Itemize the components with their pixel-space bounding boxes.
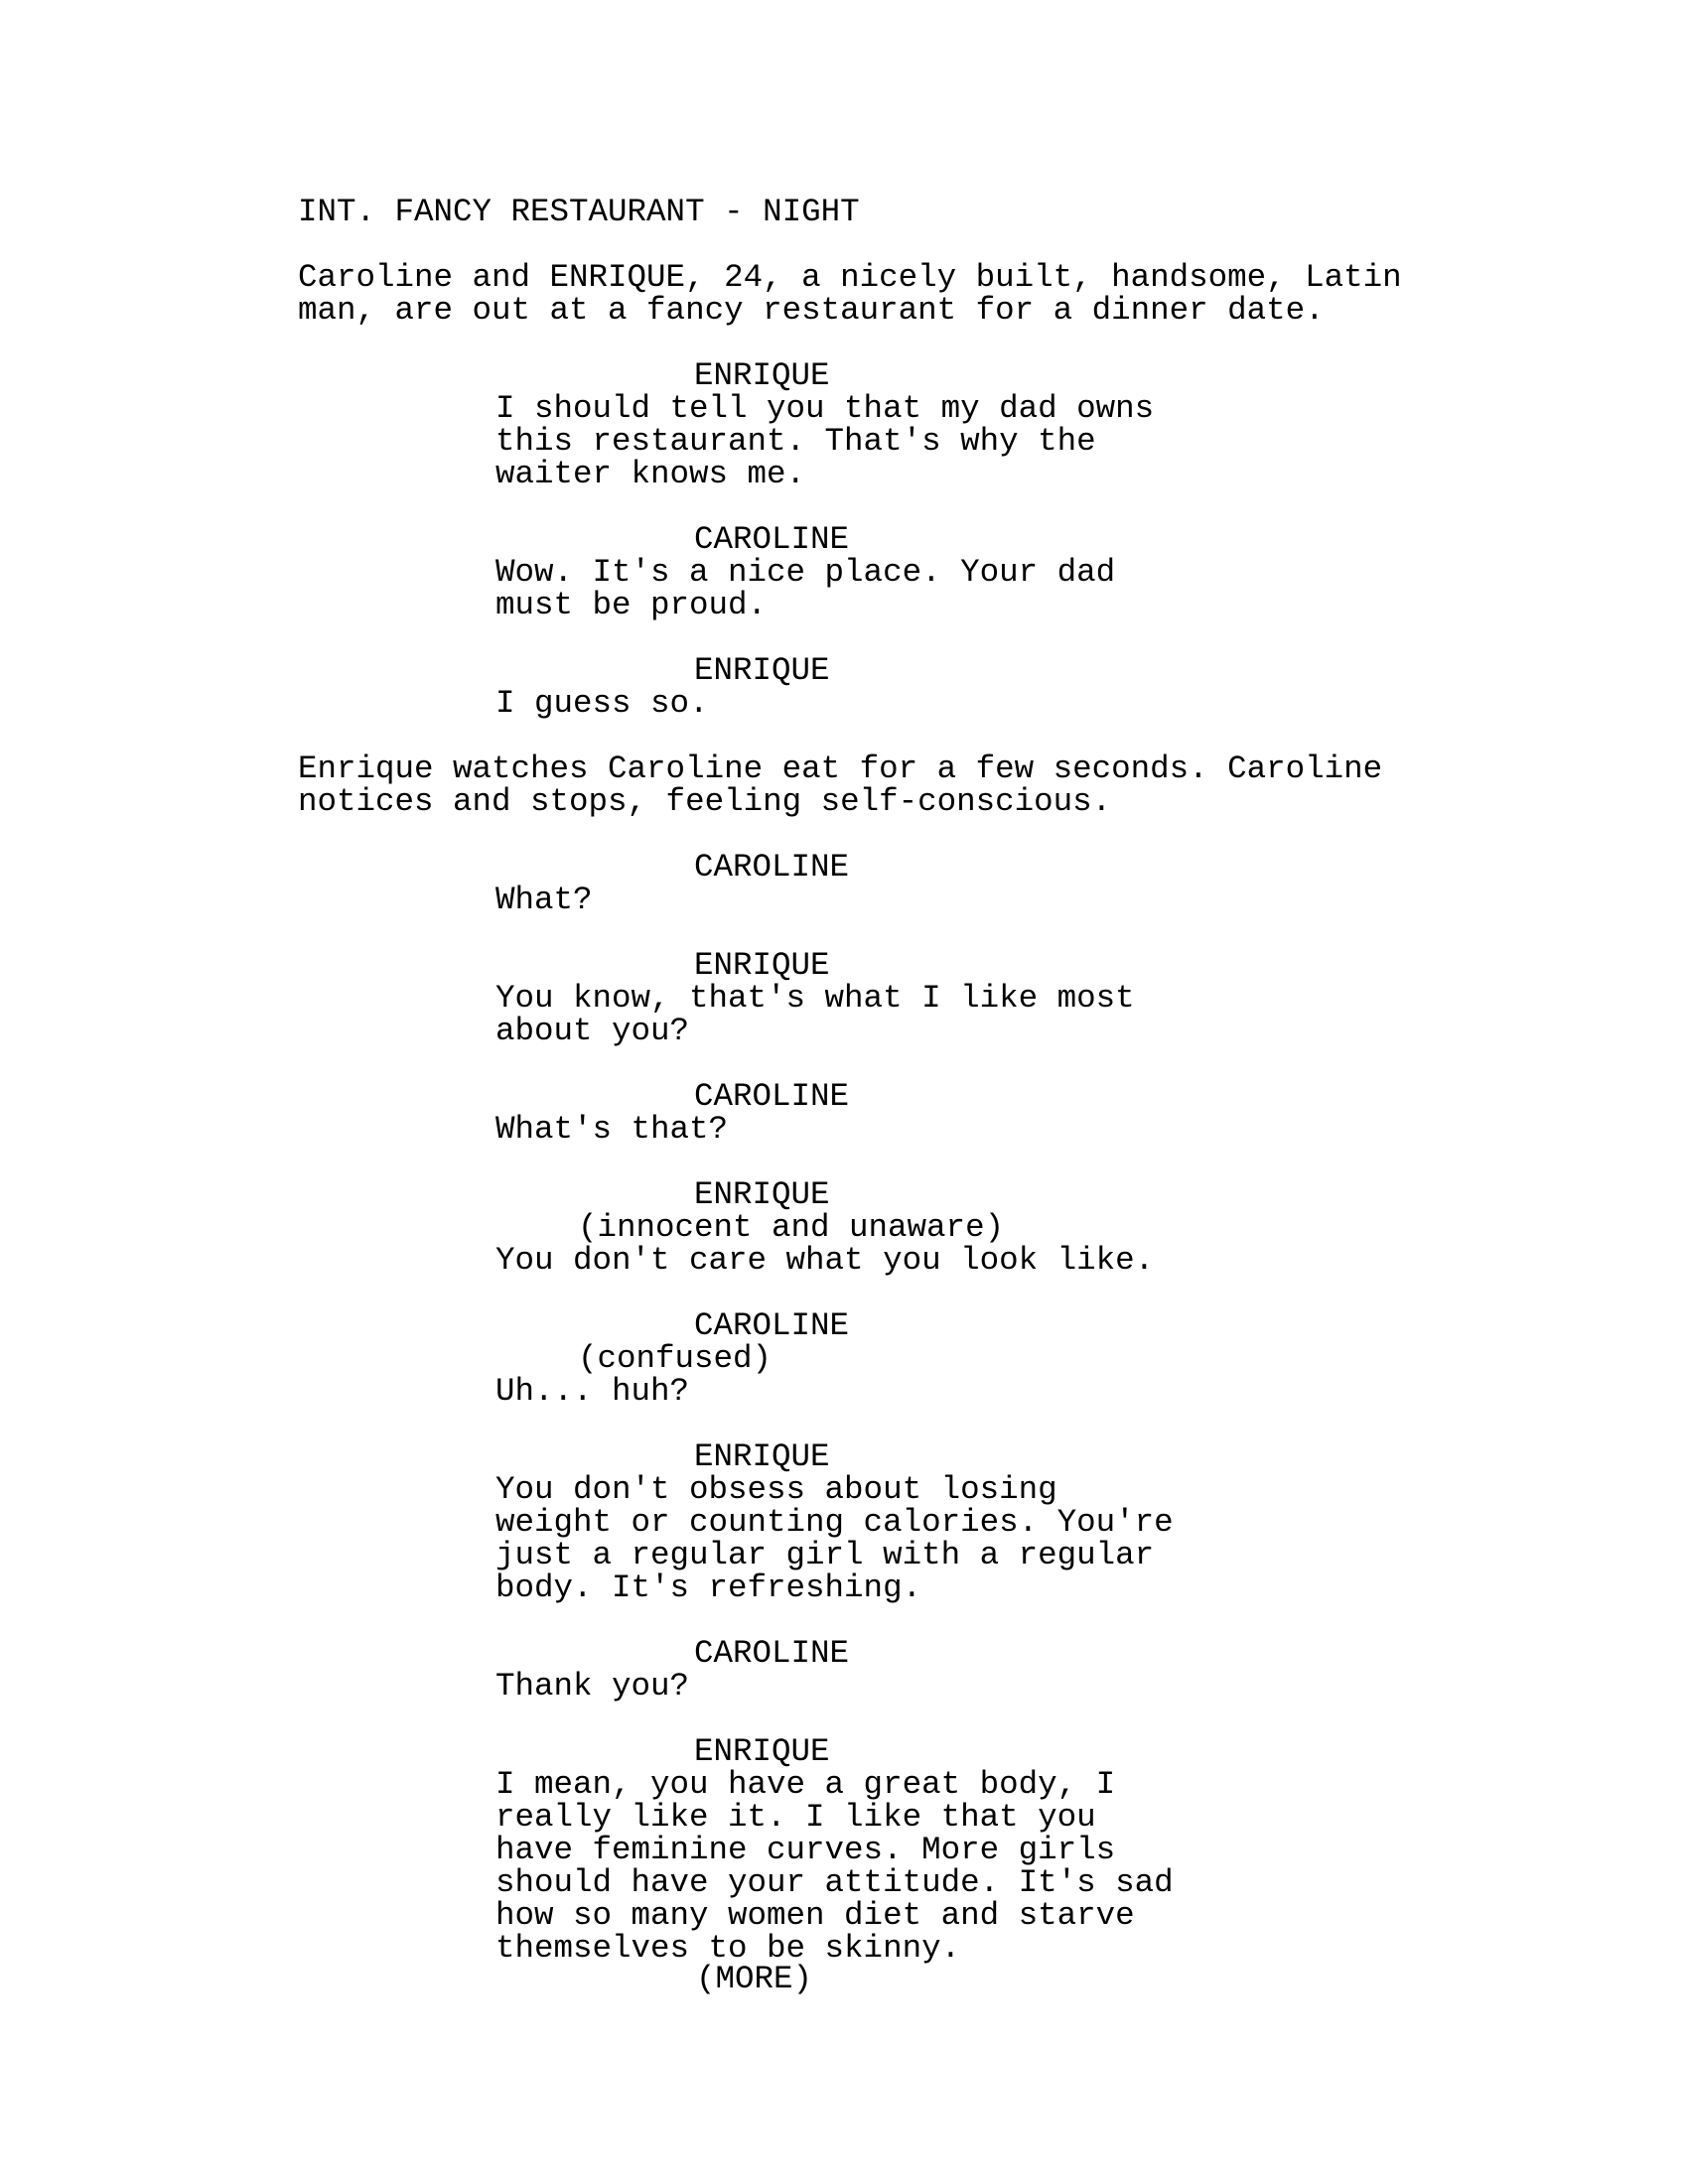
dialogue-line: how so many women diet and starve xyxy=(495,1897,1135,1934)
dialogue-line: waiter knows me. xyxy=(495,456,806,492)
character-name: ENRIQUE xyxy=(694,357,830,394)
parenthetical: (confused) xyxy=(578,1340,773,1377)
dialogue-line: weight or counting calories. You're xyxy=(495,1504,1174,1541)
dialogue-line: I guess so. xyxy=(495,685,709,722)
dialogue-line: about you? xyxy=(495,1013,690,1049)
character-name: ENRIQUE xyxy=(694,1176,830,1213)
action-line: Caroline and ENRIQUE, 24, a nicely built, handsome, Latin xyxy=(298,259,1402,296)
character-name: ENRIQUE xyxy=(694,652,830,689)
dialogue-line: You don't care what you look like. xyxy=(495,1242,1155,1279)
dialogue-line: I mean, you have a great body, I xyxy=(495,1766,1116,1803)
dialogue-line: should have your attitude. It's sad xyxy=(495,1864,1174,1901)
dialogue-line: this restaurant. That's why the xyxy=(495,423,1096,460)
parenthetical: (innocent and unaware) xyxy=(578,1209,1005,1246)
more-continuation: (MORE) xyxy=(696,1961,813,1997)
dialogue-line: You know, that's what I like most xyxy=(495,980,1135,1017)
dialogue-line: must be proud. xyxy=(495,587,768,623)
dialogue-line: Wow. It's a nice place. Your dad xyxy=(495,554,1116,591)
character-name: CAROLINE xyxy=(694,849,850,886)
character-name: CAROLINE xyxy=(694,1307,850,1344)
dialogue-line: You don't obsess about losing xyxy=(495,1471,1057,1508)
character-name: ENRIQUE xyxy=(694,947,830,984)
action-line: man, are out at a fancy restaurant for a dinner date. xyxy=(298,292,1325,329)
dialogue-line: body. It's refreshing. xyxy=(495,1570,922,1606)
dialogue-line: I should tell you that my dad owns xyxy=(495,390,1155,427)
action-line: Enrique watches Caroline eat for a few seconds. Caroline xyxy=(298,751,1383,787)
character-name: ENRIQUE xyxy=(694,1438,830,1475)
dialogue-line: What? xyxy=(495,882,593,918)
dialogue-line: Uh... huh? xyxy=(495,1373,690,1410)
dialogue-line: have feminine curves. More girls xyxy=(495,1832,1116,1868)
dialogue-line: really like it. I like that you xyxy=(495,1799,1096,1836)
scene-heading: INT. FANCY RESTAURANT - NIGHT xyxy=(298,194,860,230)
character-name: CAROLINE xyxy=(694,1635,850,1672)
character-name: ENRIQUE xyxy=(694,1733,830,1770)
character-name: CAROLINE xyxy=(694,1078,850,1115)
character-name: CAROLINE xyxy=(694,521,850,558)
dialogue-line: themselves to be skinny. xyxy=(495,1930,961,1967)
action-line: notices and stops, feeling self-conscious. xyxy=(298,783,1112,820)
dialogue-line: What's that? xyxy=(495,1111,729,1148)
dialogue-line: just a regular girl with a regular xyxy=(495,1537,1155,1573)
dialogue-line: Thank you? xyxy=(495,1668,690,1705)
